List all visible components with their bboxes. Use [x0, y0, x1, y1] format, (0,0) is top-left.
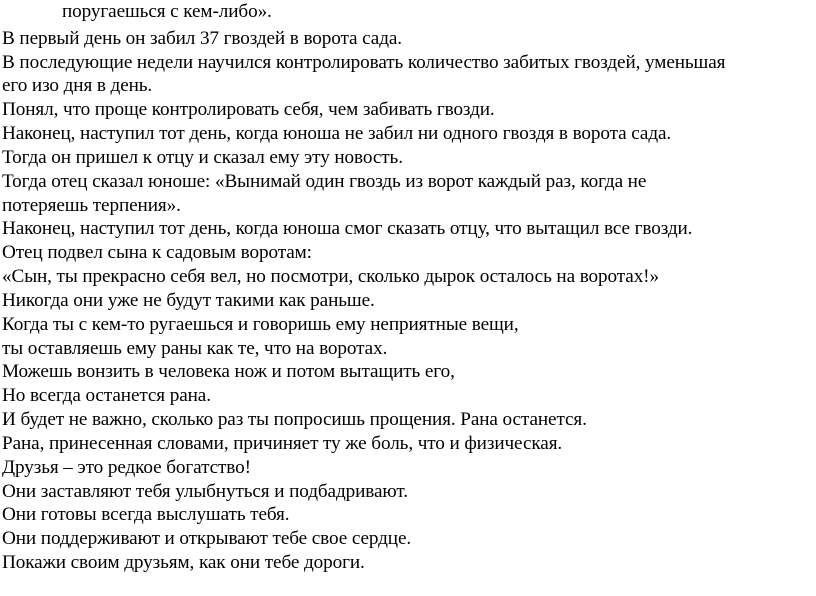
text-line: Друзья – это редкое богатство! — [2, 457, 251, 478]
text-line: Покажи своим друзьям, как они тебе дороги. — [2, 552, 365, 573]
text-line: Они заставляют тебя улыбнуться и подбадривают. — [2, 481, 408, 502]
text-line: В последующие недели научился контролировать количество забитых гвоздей, уменьшая — [2, 52, 726, 73]
text-line: Наконец, наступил тот день, когда юноша смог сказать отцу, что вытащил все гвозди. — [2, 218, 693, 239]
text-line: И будет не важно, сколько раз ты попросишь прощения. Рана останется. — [2, 409, 587, 430]
text-line: Когда ты с кем-то ругаешься и говоришь ему неприятные вещи, — [2, 314, 519, 335]
text-line: Рана, принесенная словами, причиняет ту же боль, что и физическая. — [2, 433, 563, 454]
text-line: Можешь вонзить в человека нож и потом вытащить его, — [2, 361, 455, 382]
text-line: Тогда он пришел к отцу и сказал ему эту новость. — [2, 147, 403, 168]
text-line: Они готовы всегда выслушать тебя. — [2, 504, 290, 525]
text-line: Тогда отец сказал юноше: «Вынимай один гвоздь из ворот каждый раз, когда не — [2, 171, 647, 192]
text-line: потеряешь терпения». — [2, 195, 181, 216]
text-line: его изо дня в день. — [2, 75, 153, 96]
text-line: Отец подвел сына к садовым воротам: — [2, 242, 312, 263]
text-line: Они поддерживают и открывают тебе свое сердце. — [2, 528, 412, 549]
text-line: Но всегда останется рана. — [2, 385, 211, 406]
text-line: В первый день он забил 37 гвоздей в ворота сада. — [2, 28, 402, 49]
text-line: Наконец, наступил тот день, когда юноша не забил ни одного гвоздя в ворота сада. — [2, 123, 672, 144]
text-line: Никогда они уже не будут такими как раньше. — [2, 290, 375, 311]
text-line: ты оставляешь ему раны как те, что на воротах. — [2, 338, 388, 359]
text-line: Понял, что проще контролировать себя, чем забивать гвозди. — [2, 99, 495, 120]
text-line: поругаешься с кем-либо». — [62, 1, 272, 22]
text-line: «Сын, ты прекрасно себя вел, но посмотри, сколько дырок осталось на воротах!» — [2, 266, 659, 287]
